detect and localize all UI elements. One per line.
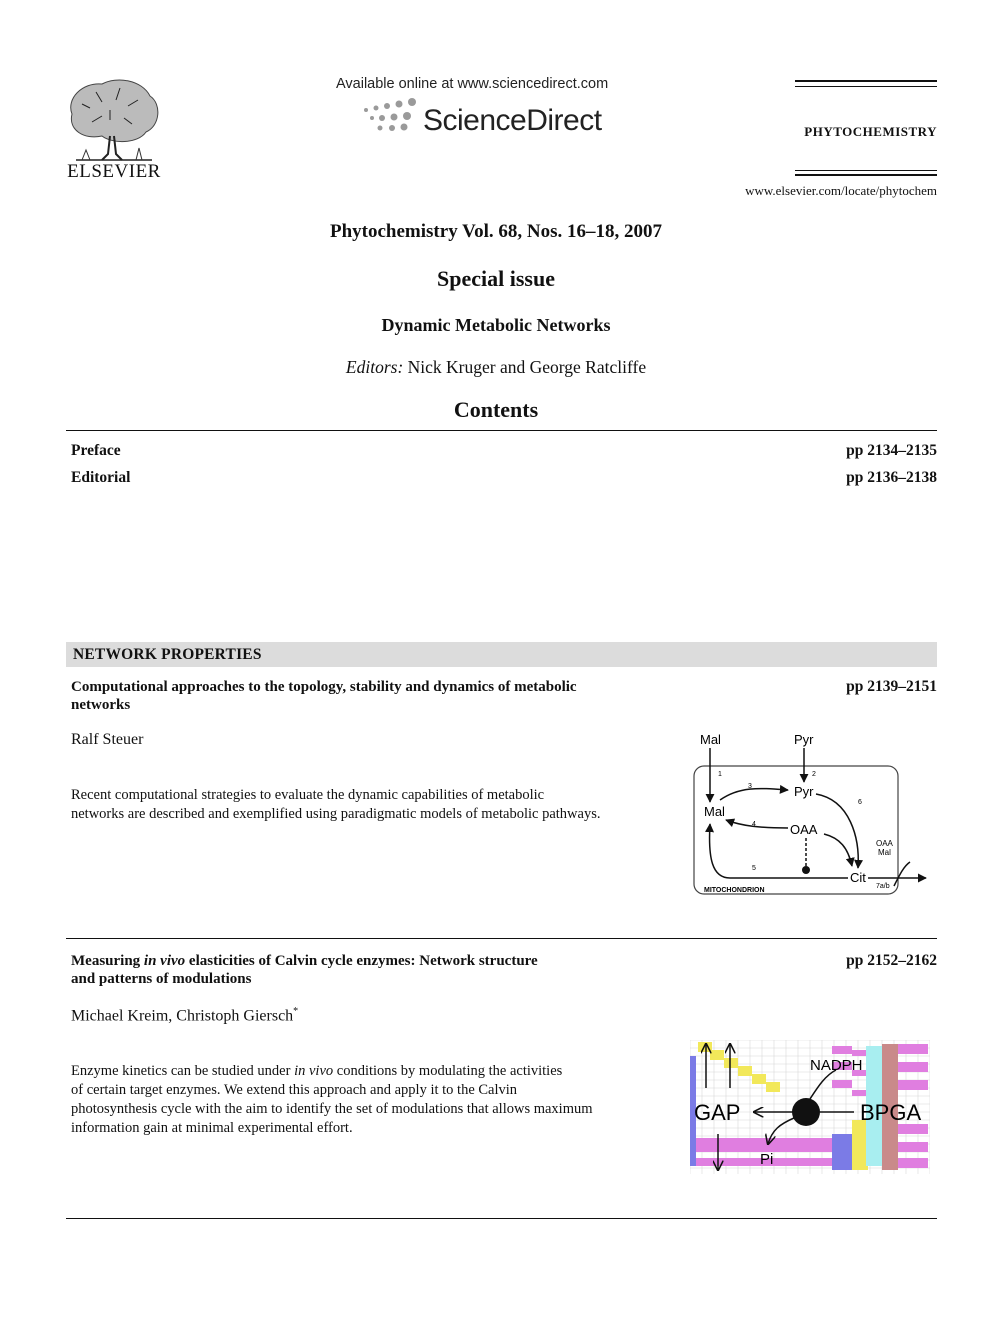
article-2-title-italic: in vivo xyxy=(143,953,186,969)
modulation-cell xyxy=(852,1120,868,1170)
modulation-cell xyxy=(898,1158,928,1168)
pi-label: Pi xyxy=(760,1151,774,1168)
section-title: NETWORK PROPERTIES xyxy=(73,646,262,663)
editorial-link[interactable]: Editorial xyxy=(71,469,131,486)
article-2-abstract-line3: photosynthesis cycle with the aim to identify the set of modulations that allows maximum xyxy=(71,1101,593,1117)
article-divider xyxy=(66,938,937,939)
article-1-pathway-diagram xyxy=(690,728,935,900)
sciencedirect-dots-icon xyxy=(360,96,422,138)
article-1-title-line1: Computational approaches to the topology, stability and dynamics of metabolic xyxy=(71,679,577,695)
reaction-6-label: 6 xyxy=(858,799,862,806)
article-2-abstract-line4: information gain at minimal experimental effort. xyxy=(71,1120,353,1136)
preface-pages: pp 2134–2135 xyxy=(846,442,937,459)
reaction-3-label: 3 xyxy=(748,783,752,790)
modulation-cell xyxy=(898,1142,928,1152)
contents-heading: Contents xyxy=(453,397,539,422)
article-2-title-part2: elasticities of Calvin cycle enzymes: Network structure xyxy=(185,953,538,969)
journal-rule-top xyxy=(795,80,937,82)
editors-names: Nick Kruger and George Ratcliffe xyxy=(407,357,647,377)
reaction-7-label: 7a/b xyxy=(876,883,890,890)
reaction-node xyxy=(792,1098,820,1126)
article-2-calvin-figure xyxy=(690,1040,930,1174)
article-1-title-link[interactable] xyxy=(71,678,651,714)
modulation-cell xyxy=(898,1124,928,1134)
preface-link[interactable]: Preface xyxy=(71,442,121,459)
modulation-cell xyxy=(738,1066,752,1076)
mal-export-label: Mal xyxy=(878,848,891,857)
pyr-outer-label: Pyr xyxy=(794,732,814,747)
pyr-label: Pyr xyxy=(794,784,814,799)
editors-line xyxy=(0,357,992,378)
modulation-cell xyxy=(724,1058,738,1068)
article-2-abstract-line2: of certain target enzymes. We extend this approach and apply it to the Calvin xyxy=(71,1082,518,1098)
antiport-curve xyxy=(894,862,910,886)
mal-to-pyr-arrow xyxy=(720,789,788,800)
article-2-title-part1: Measuring xyxy=(71,953,144,969)
reaction-2-label: 2 xyxy=(812,771,816,778)
modulation-cell xyxy=(832,1080,852,1088)
issue-title: Phytochemistry Vol. 68, Nos. 16–18, 2007 xyxy=(330,221,662,242)
available-online-text: Available online at www.sciencedirect.com xyxy=(336,76,609,92)
special-issue-label: Special issue xyxy=(437,266,555,291)
article-1-authors: Ralf Steuer xyxy=(71,731,144,748)
modulation-cell xyxy=(698,1042,712,1052)
article-2-title-link[interactable] xyxy=(71,952,651,988)
sciencedirect-wordmark: ScienceDirect xyxy=(423,104,602,137)
reaction-4-label: 4 xyxy=(752,821,756,828)
article-1-title-line2: networks xyxy=(71,697,131,713)
editorial-pages: pp 2136–2138 xyxy=(846,469,937,486)
article-1-abstract-line2: networks are described and exemplified using paradigmatic models of metabolic pathways. xyxy=(71,806,601,822)
article-2-authors-line xyxy=(71,1006,298,1025)
article-2-title-line2: and patterns of modulations xyxy=(71,971,252,987)
cit-label: Cit xyxy=(850,870,866,885)
modulation-cell xyxy=(898,1044,928,1054)
journal-rule-bottom-thin xyxy=(795,170,937,171)
mitochondrion-label: MITOCHONDRION xyxy=(704,887,765,894)
inhibition-dot xyxy=(802,866,810,874)
corresponding-author-mark: * xyxy=(293,1006,299,1017)
modulation-cell xyxy=(832,1046,852,1054)
modulation-cell xyxy=(752,1074,766,1084)
reaction-1-label: 1 xyxy=(718,771,722,778)
editors-label: Editors: xyxy=(345,357,404,377)
journal-name: PHYTOCHEMISTRY xyxy=(804,124,937,139)
article-2-pages: pp 2152–2162 xyxy=(846,952,937,969)
article-2-abstract-line1a: Enzyme kinetics can be studied under xyxy=(71,1063,295,1079)
journal-rule-top-thin xyxy=(795,86,937,87)
oaa-label: OAA xyxy=(790,822,818,837)
journal-url-link[interactable]: www.elsevier.com/locate/phytochem xyxy=(745,183,937,198)
pyr-to-cit-arrow xyxy=(816,794,858,868)
modulation-cell xyxy=(832,1134,852,1170)
cit-to-mal-arrow xyxy=(710,824,848,878)
contents-rule xyxy=(66,430,937,431)
mal-outer-label: Mal xyxy=(700,732,721,747)
article-2-abstract-italic: in vivo xyxy=(294,1063,334,1079)
modulation-cell xyxy=(852,1090,866,1096)
bottom-rule xyxy=(66,1218,937,1219)
modulation-cell xyxy=(898,1080,928,1090)
article-2-abstract xyxy=(71,1062,661,1138)
modulation-cell xyxy=(852,1050,866,1056)
oaa-to-cit-arrow xyxy=(824,834,852,866)
modulation-cell xyxy=(710,1050,724,1060)
issue-subtitle: Dynamic Metabolic Networks xyxy=(381,315,611,335)
article-1-abstract xyxy=(71,786,661,824)
article-1-pages: pp 2139–2151 xyxy=(846,678,937,695)
bpga-label: BPGA xyxy=(860,1100,922,1125)
gap-label: GAP xyxy=(694,1100,741,1125)
article-2-abstract-line1b: conditions by modulating the activities xyxy=(333,1063,563,1079)
nadph-label: NADPH xyxy=(810,1057,863,1074)
reaction-5-label: 5 xyxy=(752,865,756,872)
publisher-name: ELSEVIER xyxy=(67,161,161,182)
journal-rule-bottom xyxy=(795,174,937,176)
modulation-cell xyxy=(898,1062,928,1072)
oaa-export-label: OAA xyxy=(876,839,893,848)
oaa-to-mal-arrow xyxy=(726,820,788,828)
modulation-cell xyxy=(766,1082,780,1092)
article-1-abstract-line1: Recent computational strategies to evaluate the dynamic capabilities of metabolic xyxy=(71,787,545,803)
article-2-authors: Michael Kreim, Christoph Giersch xyxy=(71,1007,294,1025)
mal-label: Mal xyxy=(704,804,725,819)
